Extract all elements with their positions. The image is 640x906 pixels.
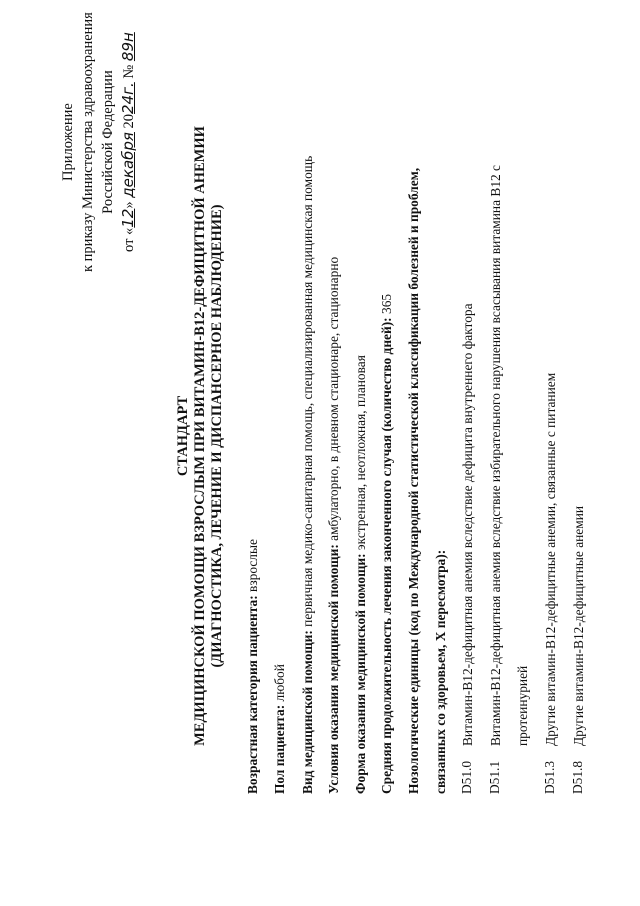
field-age	[244, 539, 262, 794]
duration-value: 365	[379, 293, 394, 314]
field-care-type	[299, 156, 317, 794]
document-title	[175, 86, 226, 786]
appendix-line1: Приложение	[60, 103, 76, 181]
date-month: декабря	[119, 132, 137, 198]
date-mid: »	[121, 201, 137, 209]
care-type-label: Вид медицинской помощи:	[300, 630, 315, 794]
date-prefix: от «	[121, 227, 137, 252]
appendix-header	[58, 12, 139, 272]
appendix-date-line	[118, 12, 139, 272]
date-day: 12	[119, 208, 137, 228]
appendix-line2: к приказу Министерства здравоохранения	[80, 12, 96, 272]
date-year-prefix: 20	[121, 113, 137, 129]
diagnosis-code: D51.8	[570, 760, 585, 794]
diagnosis-code: D51.3	[542, 760, 557, 794]
conditions-label: Условия оказания медицинской помощи:	[326, 544, 341, 794]
title-line2: МЕДИЦИНСКОЙ ПОМОЩИ ВЗРОСЛЫМ ПРИ ВИТАМИН-В12-ДЕФИЦИТНОЙ АНЕМИИ	[192, 126, 208, 746]
diagnosis-code: D51.0	[459, 760, 474, 794]
diagnosis-code: D51.1	[487, 760, 502, 794]
diagnosis-text: Витамин-В12-дефицитная анемия вследствие избирательного нарушения всасывания витамина В12 с	[488, 164, 503, 746]
form-label: Форма оказания медицинской помощи:	[353, 553, 368, 794]
title-line1: СТАНДАРТ	[175, 395, 191, 477]
title-line3: (ДИАГНОСТИКА, ЛЕЧЕНИЕ И ДИСПАНСЕРНОЕ НАБЛЮДЕНИЕ)	[209, 204, 225, 668]
nosology-line1: Нозологические единицы (код по Международной статистической классификации болезней и проблем,	[406, 167, 421, 794]
date-year-suffix: 24г.	[119, 82, 137, 114]
age-value: взрослые	[245, 539, 260, 592]
form-value: экстренная, неотложная, плановая	[353, 355, 368, 551]
diagnosis-text: Другие витамин-В12-дефицитные анемии	[571, 505, 586, 746]
diagnosis-text: Другие витамин-В12-дефицитные анемии, связанные с питанием	[543, 372, 558, 746]
sex-label: Пол пациента:	[272, 704, 287, 794]
field-sex	[271, 664, 289, 794]
nosology-line2: связанных со здоровьем, X пересмотра):	[433, 549, 448, 794]
field-form	[352, 355, 370, 794]
field-conditions	[325, 257, 343, 794]
conditions-value: амбулаторно, в дневном стационаре, стационарно	[326, 256, 341, 541]
care-type-value: первичная медико-санитарная помощь, специализированная медицинская помощь	[300, 155, 315, 627]
duration-label: Средняя продолжительность лечения законченного случая (количество дней):	[379, 317, 394, 794]
appendix-line3: Российской Федерации	[100, 70, 116, 214]
sex-value: любой	[272, 664, 287, 702]
diagnosis-text-continued: протеинурией	[515, 665, 530, 746]
order-number: 89н	[119, 32, 137, 62]
diagnosis-text: Витамин-В12-дефицитная анемия вследствие дефицита внутреннего фактора	[460, 303, 475, 746]
number-prefix: №	[121, 64, 137, 79]
field-duration	[378, 294, 396, 794]
age-label: Возрастная категория пациента:	[245, 595, 260, 794]
